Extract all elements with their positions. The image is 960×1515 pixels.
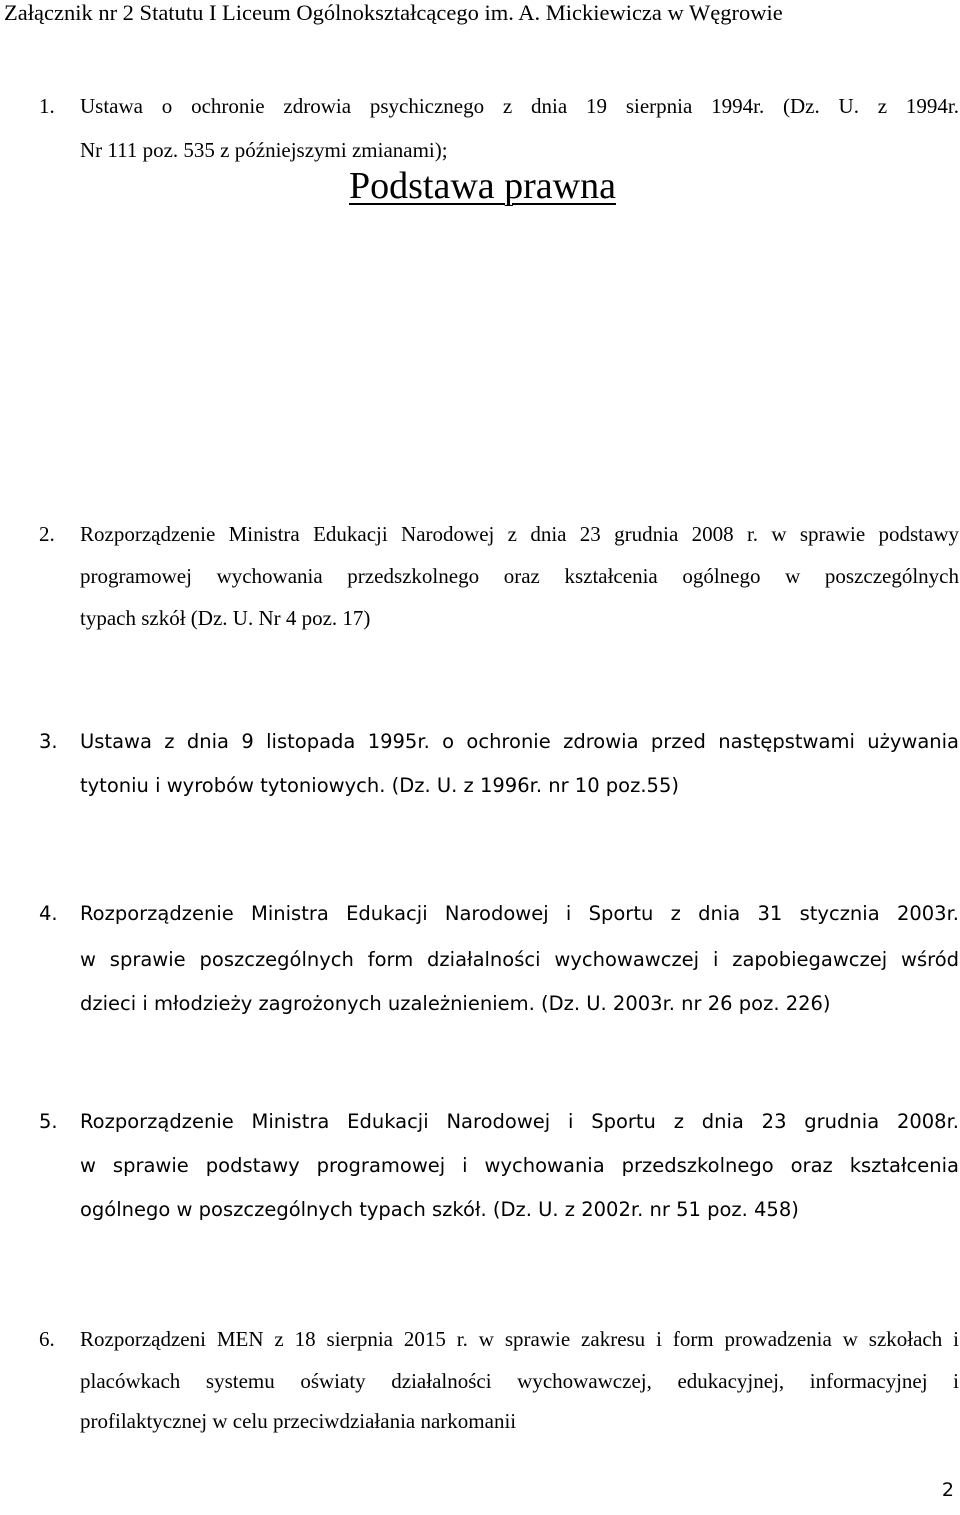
item-line: Rozporządzeni MEN z 18 sierpnia 2015 r. w sprawie zakresu i form prowadzenia w szkołach i <box>80 1327 959 1351</box>
item-number: 5. <box>39 1110 58 1133</box>
item-number: 2. <box>39 522 55 546</box>
document-header: Załącznik nr 2 Statutu I Liceum Ogólnokształcącego im. A. Mickiewicza w Węgrowie <box>4 0 783 25</box>
item-number: 1. <box>39 94 55 118</box>
page-title: Podstawa prawna <box>349 165 616 207</box>
item-number: 4. <box>39 902 58 925</box>
page-number: 2 <box>941 1479 954 1501</box>
item-line: Ustawa z dnia 9 listopada 1995r. o ochronie zdrowia przed następstwami używania <box>80 730 959 753</box>
item-line: typach szkół (Dz. U. Nr 4 poz. 17) <box>80 606 371 630</box>
item-line: Rozporządzenie Ministra Edukacji Narodowej i Sportu z dnia 31 stycznia 2003r. <box>80 902 959 925</box>
item-line: Rozporządzenie Ministra Edukacji Narodowej i Sportu z dnia 23 grudnia 2008r. <box>80 1110 959 1133</box>
item-number: 6. <box>39 1327 55 1351</box>
item-line: programowej wychowania przedszkolnego oraz kształcenia ogólnego w poszczególnych <box>80 564 959 588</box>
item-line: Ustawa o ochronie zdrowia psychicznego z dnia 19 sierpnia 1994r. (Dz. U. z 1994r. <box>80 94 959 118</box>
item-line: ogólnego w poszczególnych typach szkół. (Dz. U. z 2002r. nr 51 poz. 458) <box>80 1198 799 1221</box>
item-line: w sprawie poszczególnych form działalności wychowawczej i zapobiegawczej wśród <box>80 948 959 971</box>
item-line: w sprawie podstawy programowej i wychowania przedszkolnego oraz kształcenia <box>80 1154 959 1177</box>
item-line: profilaktycznej w celu przeciwdziałania narkomanii <box>80 1409 517 1433</box>
item-line: Nr 111 poz. 535 z późniejszymi zmianami); <box>80 138 448 162</box>
item-line: tytoniu i wyrobów tytoniowych. (Dz. U. z 1996r. nr 10 poz.55) <box>80 774 679 797</box>
item-line: dzieci i młodzieży zagrożonych uzależnieniem. (Dz. U. 2003r. nr 26 poz. 226) <box>80 992 831 1015</box>
item-line: Rozporządzenie Ministra Edukacji Narodowej z dnia 23 grudnia 2008 r. w sprawie podstawy <box>80 522 959 546</box>
item-line: placówkach systemu oświaty działalności wychowawczej, edukacyjnej, informacyjnej i <box>80 1369 959 1393</box>
item-number: 3. <box>39 730 58 753</box>
